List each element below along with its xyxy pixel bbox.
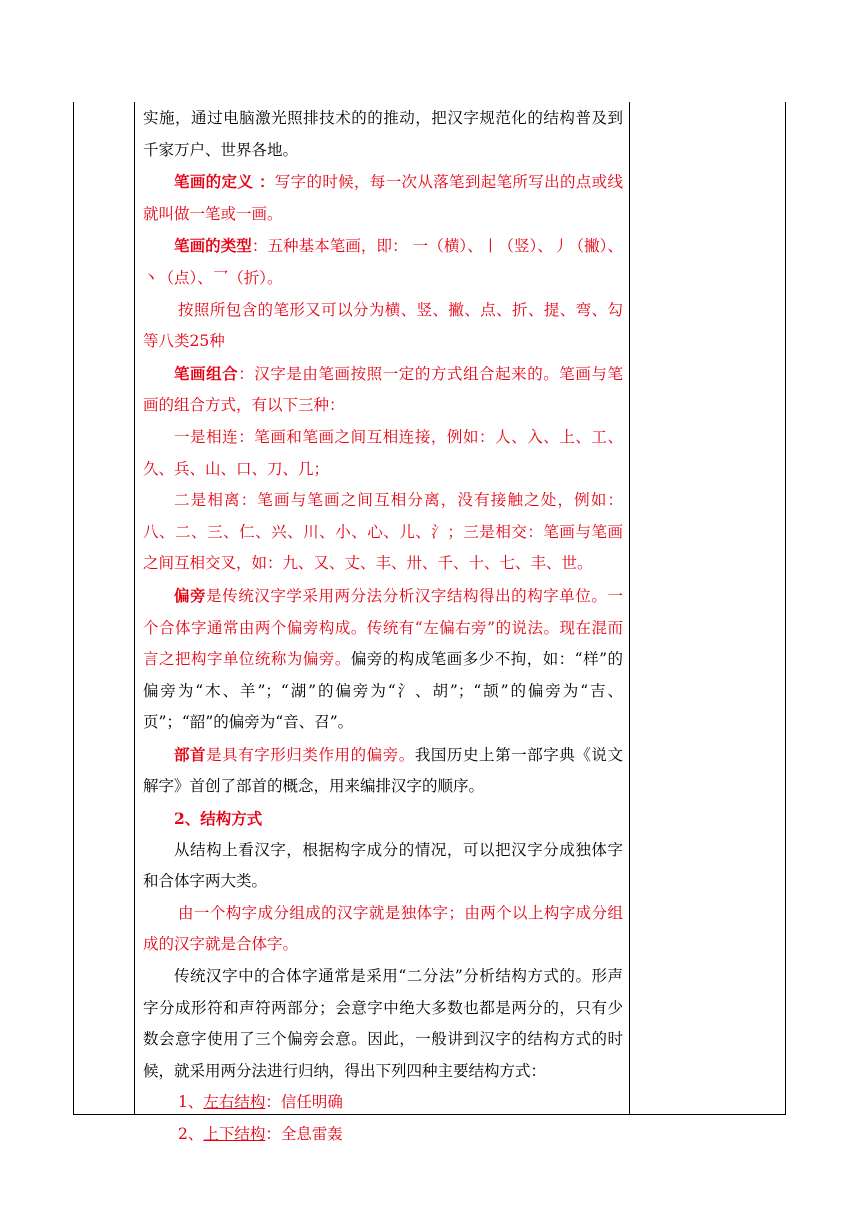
term-stroke-definition: 笔画的定义 ： (174, 172, 275, 192)
list-item-top-bottom (143, 1119, 623, 1151)
paragraph-stroke-types (143, 230, 623, 294)
text-stroke-definition: 写字的时候，每一次从落笔到起笔所写出的点或线就叫做一笔或一画。 (143, 173, 623, 223)
paragraph-stroke-definition (143, 166, 623, 230)
paragraph-structure-intro: 从结构上看汉字，根据构字成分的情况，可以把汉字分成独体字和合体字两大类。 (143, 840, 623, 891)
term-left-right: 左右结构 (203, 1093, 266, 1112)
column-divider-2 (629, 102, 630, 1114)
paragraph-intro: 实施，通过电脑激光照排技术的的推动，把汉字规范化的结构普及到千家万户、世界各地。 (143, 109, 623, 159)
paragraph-two-part-analysis: 传统汉字中的合体字通常是采用“二分法”分析结构方式的。形声字分成形符和声符两部分；会意字中绝大多数也都是两分的，只有少数会意字使用了三个偏旁会意。因此，一般讲到汉字的结构方式的时候，就采用两分法进行归纳，得出下列四种主要结构方式： (143, 967, 623, 1080)
term-radical: 偏旁 (174, 585, 207, 605)
list-number-2: 2、 (178, 1125, 204, 1143)
list-item-left-right (143, 1087, 623, 1119)
paragraph-stroke-combination (143, 358, 623, 422)
paragraph-single-compound: 由一个构字成分组成的汉字就是独体字；由两个以上构字成分组成的汉字就是合体字。 (143, 903, 623, 954)
lesson-content-cell (143, 103, 623, 1151)
column-divider-1 (134, 102, 135, 1114)
term-stroke-combination: 笔画组合 (174, 363, 239, 383)
text-bushou-red: 是具有字形归类作用的偏旁。 (206, 745, 415, 764)
term-top-bottom: 上下结构 (203, 1125, 266, 1143)
text-bushou-black: 我国历史上第一部字典《说文解字》首创了部首的概念，用来编排汉字的顺序。 (143, 745, 623, 796)
text-stroke-combination: ：汉字是由笔画按照一定的方式组合起来的。笔画与笔画的组合方式，有以下三种： (143, 364, 623, 415)
text-radical-black: 偏旁的构成笔画多少不拘，如：“样”的偏旁为“木、羊”；“湖”的偏旁为“氵、胡”；“颉”的偏旁为“吉、页”；“韶”的偏旁为“音、召”。 (143, 650, 623, 732)
paragraph-separated: 二是相离：笔画与笔画之间互相分离，没有接触之处，例如：八、二、三、仁、兴、川、小、心、儿、氵；三是相交：笔画与笔画之间互相交叉，如：九、又、丈、丰、卅、千、十、七、丰、世。 (143, 491, 623, 573)
section-heading-structure: 2、结构方式 (174, 809, 263, 829)
paragraph-bushou (143, 739, 623, 803)
text-left-right: ：信任明确 (265, 1093, 343, 1112)
text-radical-red: 是传统汉字学采用两分法分析汉字结构得出的构字单位。一个合体字通常由两个偏旁构成。传统有“左偏右旁”的说法。现在混而言之把构字单位统称为偏旁。 (143, 586, 623, 669)
text-stroke-types: ：五种基本笔画，即： 一（横）、丨（竖）、丿（撇）、丶（点）、乛（折）。 (143, 237, 623, 287)
paragraph-stroke-classes: 按照所包含的笔形又可以分为横、竖、撇、点、折、提、弯、勾等八类25种 (143, 300, 623, 351)
list-number-1: 1、 (178, 1093, 204, 1112)
paragraph-radical (143, 580, 623, 739)
term-stroke-types: 笔画的类型 (174, 236, 252, 256)
text-top-bottom: ：全息雷轰 (265, 1125, 343, 1143)
paragraph-connected: 一是相连：笔画和笔画之间互相连接，例如：人、入、上、工、久、兵、山、口、刀、几； (143, 427, 623, 478)
term-bushou: 部首 (174, 744, 207, 764)
